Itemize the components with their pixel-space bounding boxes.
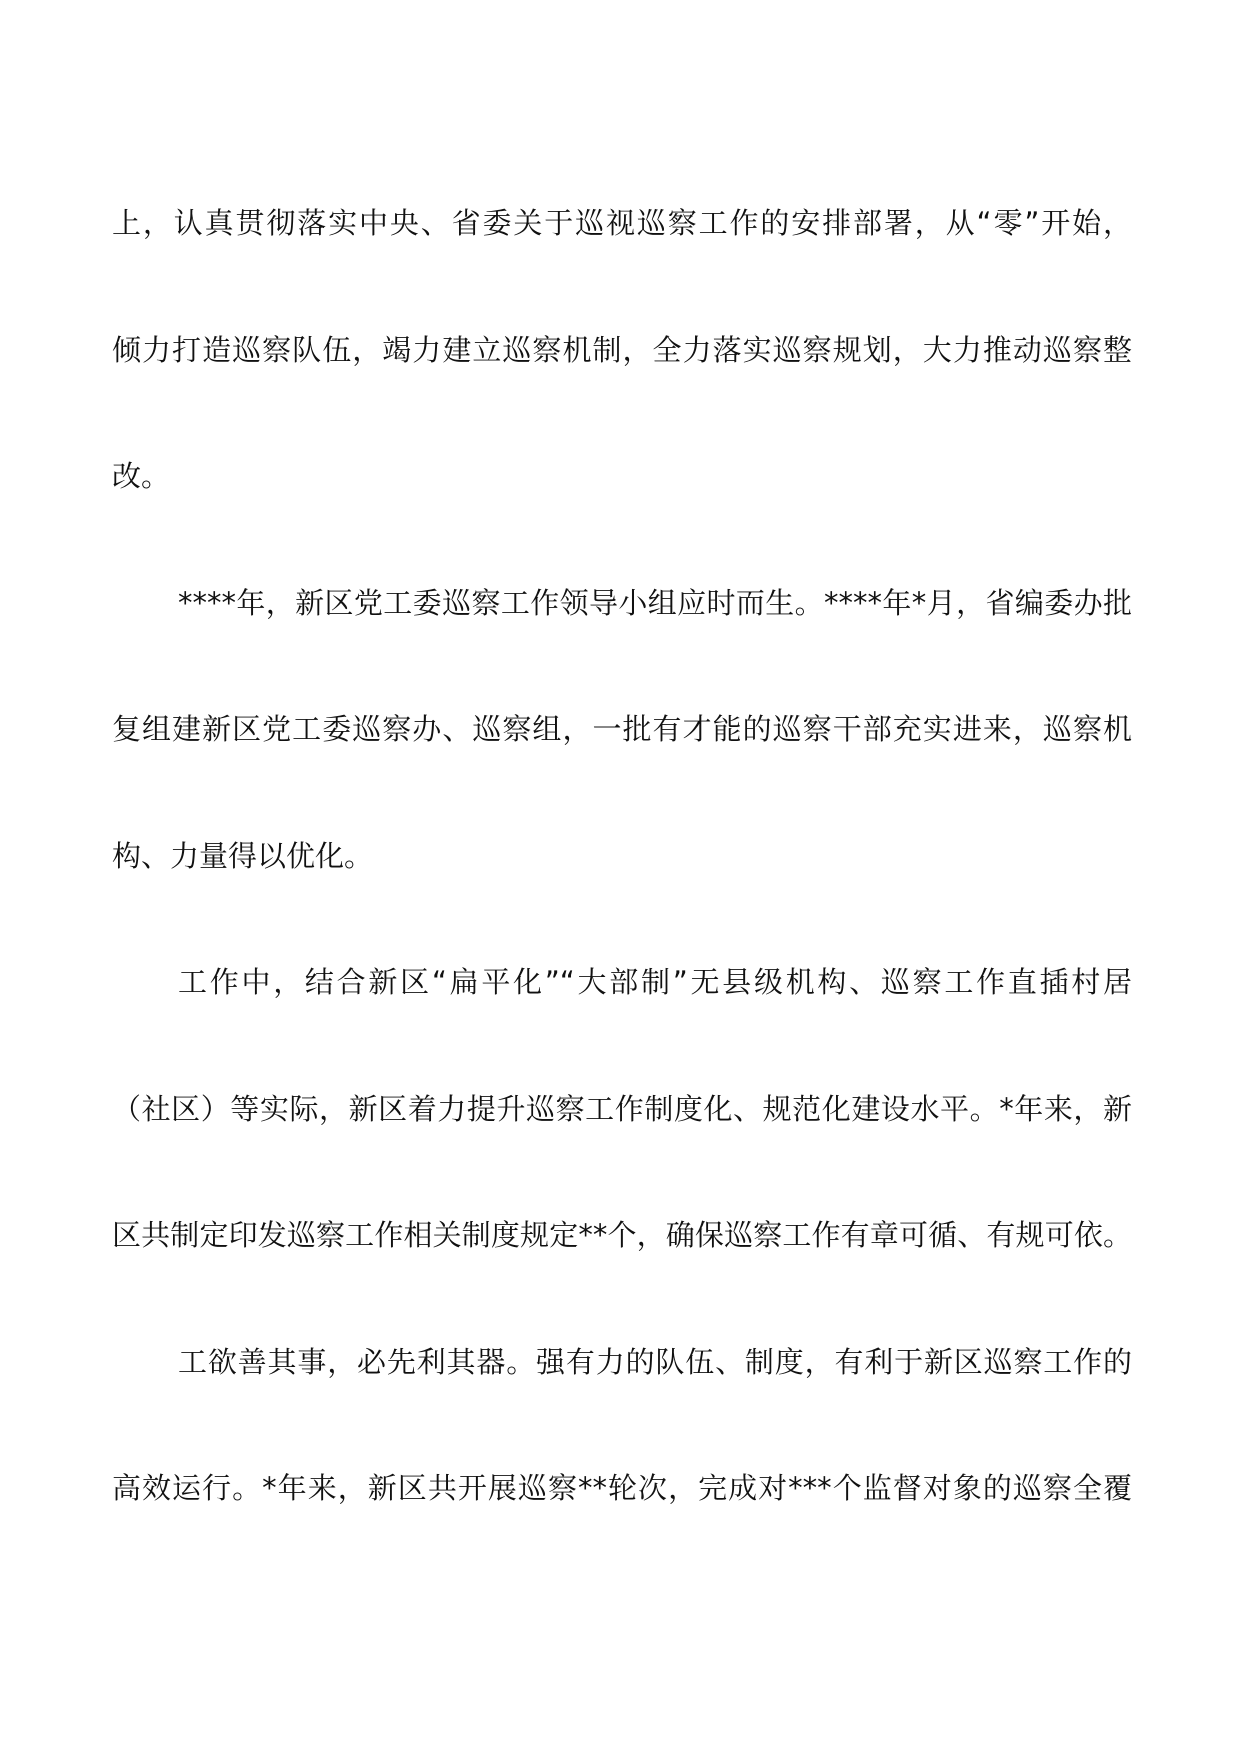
text-line: 构、力量得以优化。 [112, 838, 374, 873]
text-line: 工作中，结合新区“扁平化”“大部制”无县级机构、巡察工作直插村居 [178, 965, 1132, 999]
text-line: 高效运行。*年来，新区共开展巡察**轮次，完成对***个监督对象的巡察全覆 [112, 1471, 1132, 1505]
text-line: （社区）等实际，新区着力提升巡察工作制度化、规范化建设水平。*年来，新 [112, 1091, 1132, 1126]
text-line: ****年，新区党工委巡察工作领导小组应时而生。****年*月，省编委办批 [178, 585, 1132, 620]
text-line: 上，认真贯彻落实中央、省委关于巡视巡察工作的安排部署，从“零”开始， [112, 206, 1132, 240]
paragraph-2 [112, 540, 1132, 920]
text-line: 工欲善其事，必先利其器。强有力的队伍、制度，有利于新区巡察工作的 [178, 1344, 1132, 1379]
body-text [112, 160, 1132, 1552]
paragraph-1 [112, 160, 1132, 540]
text-line: 复组建新区党工委巡察办、巡察组，一批有才能的巡察干部充实进来，巡察机 [112, 712, 1132, 746]
text-line: 倾力打造巡察队伍，竭力建立巡察机制，全力落实巡察规划，大力推动巡察整 [112, 332, 1132, 367]
text-line: 区共制定印发巡察工作相关制度规定**个，确保巡察工作有章可循、有规可依。 [112, 1218, 1132, 1252]
text-line: 改。 [112, 459, 171, 493]
paragraph-3 [112, 919, 1132, 1299]
paragraph-4 [112, 1299, 1132, 1552]
